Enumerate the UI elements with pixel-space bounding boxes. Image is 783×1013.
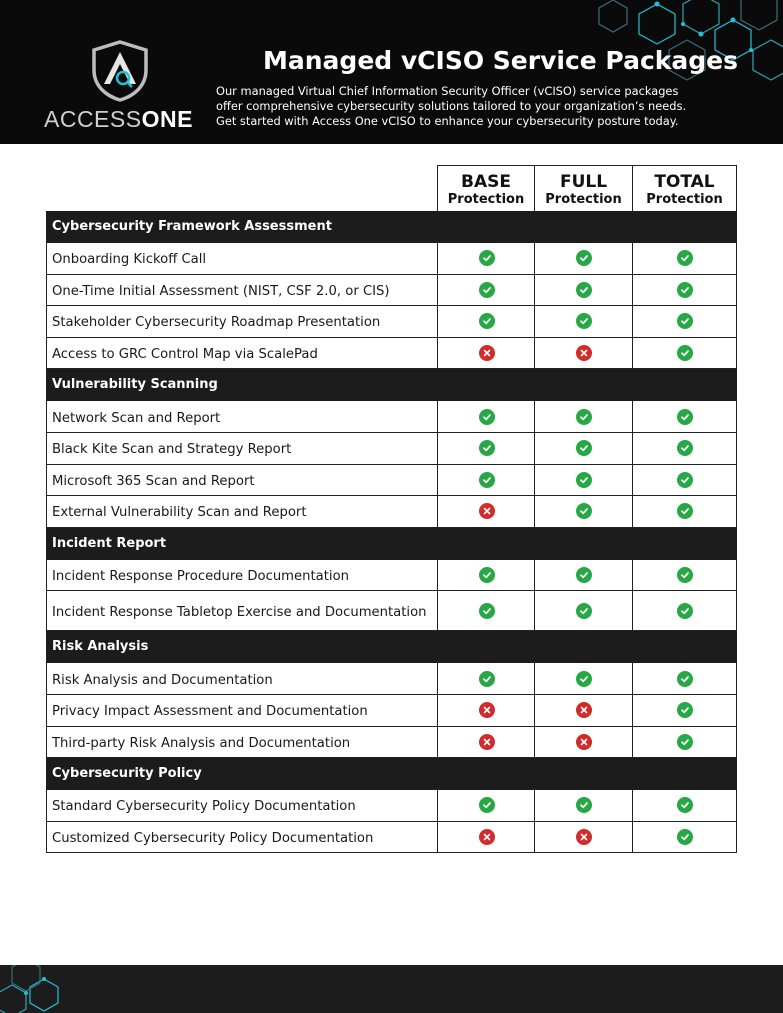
table-body xyxy=(46,211,737,853)
feature-label: Standard Cybersecurity Policy Documentation xyxy=(52,799,356,815)
package-cell xyxy=(632,727,736,758)
package-cell xyxy=(437,790,535,821)
table-row xyxy=(46,591,737,631)
check-circle-icon xyxy=(677,440,693,456)
check-circle-icon xyxy=(576,409,592,425)
package-cell xyxy=(534,790,633,821)
x-circle-icon xyxy=(479,345,495,361)
check-circle-icon xyxy=(677,829,693,845)
package-cell xyxy=(437,727,535,758)
page-footer xyxy=(0,965,783,1013)
hexagon-pattern-decoration xyxy=(0,965,120,1013)
section-header: Cybersecurity Framework Assessment xyxy=(46,211,737,243)
table-row xyxy=(46,790,737,822)
column-subtitle: Protection xyxy=(447,192,525,207)
table-row xyxy=(46,465,737,497)
check-circle-icon xyxy=(479,409,495,425)
intro-line: Our managed Virtual Chief Information Security Officer (vCISO) service packages xyxy=(216,84,679,98)
table-row xyxy=(46,663,737,695)
column-name: BASE xyxy=(461,172,511,192)
package-cell xyxy=(534,560,633,591)
table-row xyxy=(46,560,737,592)
section-header: Vulnerability Scanning xyxy=(46,369,737,401)
package-cell xyxy=(632,790,736,821)
table-header-row xyxy=(46,165,737,211)
check-circle-icon xyxy=(576,671,592,687)
intro-line: Get started with Access One vCISO to enhance your cybersecurity posture today. xyxy=(216,114,679,128)
package-cell xyxy=(534,822,633,853)
package-cell xyxy=(437,822,535,853)
package-cell xyxy=(437,401,535,432)
intro-text xyxy=(216,84,740,129)
check-circle-icon xyxy=(479,797,495,813)
package-cell xyxy=(534,695,633,726)
table-row xyxy=(46,695,737,727)
check-circle-icon xyxy=(576,567,592,583)
column-header-full xyxy=(534,165,633,211)
package-cell xyxy=(534,465,633,496)
check-circle-icon xyxy=(479,603,495,619)
package-cell xyxy=(632,433,736,464)
section-header: Cybersecurity Policy xyxy=(46,758,737,790)
check-circle-icon xyxy=(479,313,495,329)
package-cell xyxy=(437,591,535,630)
package-cell xyxy=(534,243,633,274)
package-cell xyxy=(534,275,633,306)
x-circle-icon xyxy=(479,702,495,718)
x-circle-icon xyxy=(576,734,592,750)
check-circle-icon xyxy=(479,440,495,456)
feature-label: Customized Cybersecurity Policy Documentation xyxy=(52,831,374,847)
column-subtitle: Protection xyxy=(545,192,622,207)
check-circle-icon xyxy=(677,734,693,750)
feature-label: Third-party Risk Analysis and Documentation xyxy=(52,735,351,751)
logo-text-main: ACCESS xyxy=(44,106,142,132)
package-cell xyxy=(437,306,535,337)
package-cell xyxy=(437,338,535,369)
package-cell xyxy=(534,306,633,337)
table-row xyxy=(46,243,737,275)
check-circle-icon xyxy=(479,671,495,687)
package-cell xyxy=(437,433,535,464)
package-cell xyxy=(632,465,736,496)
package-cell xyxy=(632,306,736,337)
x-circle-icon xyxy=(576,829,592,845)
x-circle-icon xyxy=(576,702,592,718)
check-circle-icon xyxy=(677,250,693,266)
feature-label: Incident Response Procedure Documentation xyxy=(52,569,350,585)
page-title: Managed vCISO Service Packages xyxy=(263,46,738,75)
feature-label: External Vulnerability Scan and Report xyxy=(52,505,307,521)
package-cell xyxy=(632,243,736,274)
package-cell xyxy=(437,243,535,274)
package-cell xyxy=(437,695,535,726)
check-circle-icon xyxy=(576,440,592,456)
package-cell xyxy=(534,401,633,432)
x-circle-icon xyxy=(479,503,495,519)
check-circle-icon xyxy=(677,702,693,718)
check-circle-icon xyxy=(479,250,495,266)
package-cell xyxy=(534,591,633,630)
package-cell xyxy=(632,695,736,726)
check-circle-icon xyxy=(576,797,592,813)
table-row xyxy=(46,338,737,370)
package-cell xyxy=(437,560,535,591)
check-circle-icon xyxy=(576,282,592,298)
package-cell xyxy=(534,727,633,758)
check-circle-icon xyxy=(576,603,592,619)
column-header-base xyxy=(437,165,535,211)
check-circle-icon xyxy=(677,503,693,519)
page-header xyxy=(0,0,783,144)
section-header: Risk Analysis xyxy=(46,631,737,663)
table-row xyxy=(46,306,737,338)
feature-label: One-Time Initial Assessment (NIST, CSF 2.0, or CIS) xyxy=(52,283,390,299)
column-name: TOTAL xyxy=(654,172,715,192)
feature-label: Risk Analysis and Documentation xyxy=(52,672,273,688)
check-circle-icon xyxy=(479,472,495,488)
table-row xyxy=(46,496,737,528)
feature-label: Microsoft 365 Scan and Report xyxy=(52,473,255,489)
accessone-logo xyxy=(44,40,196,132)
check-circle-icon xyxy=(677,313,693,329)
check-circle-icon xyxy=(479,567,495,583)
table-row xyxy=(46,275,737,307)
table-row xyxy=(46,727,737,759)
package-cell xyxy=(632,663,736,694)
table-row xyxy=(46,822,737,854)
feature-label: Stakeholder Cybersecurity Roadmap Presentation xyxy=(52,315,381,331)
check-circle-icon xyxy=(576,503,592,519)
x-circle-icon xyxy=(576,345,592,361)
package-cell xyxy=(437,663,535,694)
feature-label: Black Kite Scan and Strategy Report xyxy=(52,442,292,458)
feature-label: Privacy Impact Assessment and Documentation xyxy=(52,704,368,720)
package-cell xyxy=(437,496,535,527)
check-circle-icon xyxy=(677,603,693,619)
check-circle-icon xyxy=(479,282,495,298)
column-header-total xyxy=(632,165,737,211)
package-cell xyxy=(534,433,633,464)
check-circle-icon xyxy=(576,250,592,266)
package-cell xyxy=(632,275,736,306)
feature-label: Network Scan and Report xyxy=(52,410,221,426)
logo-wordmark xyxy=(44,106,196,133)
package-cell xyxy=(632,338,736,369)
check-circle-icon xyxy=(677,472,693,488)
check-circle-icon xyxy=(677,345,693,361)
package-cell xyxy=(632,591,736,630)
check-circle-icon xyxy=(677,282,693,298)
check-circle-icon xyxy=(576,313,592,329)
service-packages-table xyxy=(46,165,737,853)
table-row xyxy=(46,401,737,433)
package-cell xyxy=(534,663,633,694)
shield-logo-icon xyxy=(90,40,150,102)
intro-line: offer comprehensive cybersecurity solutions tailored to your organization’s needs. xyxy=(216,99,687,113)
check-circle-icon xyxy=(677,797,693,813)
package-cell xyxy=(437,275,535,306)
logo-text-accent: ONE xyxy=(141,106,193,132)
feature-label: Access to GRC Control Map via ScalePad xyxy=(52,347,318,363)
check-circle-icon xyxy=(677,567,693,583)
feature-label: Onboarding Kickoff Call xyxy=(52,252,207,268)
package-cell xyxy=(632,496,736,527)
check-circle-icon xyxy=(576,472,592,488)
package-cell xyxy=(632,822,736,853)
column-name: FULL xyxy=(559,172,608,192)
x-circle-icon xyxy=(479,734,495,750)
check-circle-icon xyxy=(677,409,693,425)
package-cell xyxy=(437,465,535,496)
package-cell xyxy=(632,560,736,591)
package-cell xyxy=(534,338,633,369)
feature-label: Incident Response Tabletop Exercise and Documentation xyxy=(52,604,427,620)
section-header: Incident Report xyxy=(46,528,737,560)
package-cell xyxy=(632,401,736,432)
x-circle-icon xyxy=(479,829,495,845)
package-cell xyxy=(534,496,633,527)
check-circle-icon xyxy=(677,671,693,687)
column-subtitle: Protection xyxy=(646,192,723,207)
table-row xyxy=(46,433,737,465)
